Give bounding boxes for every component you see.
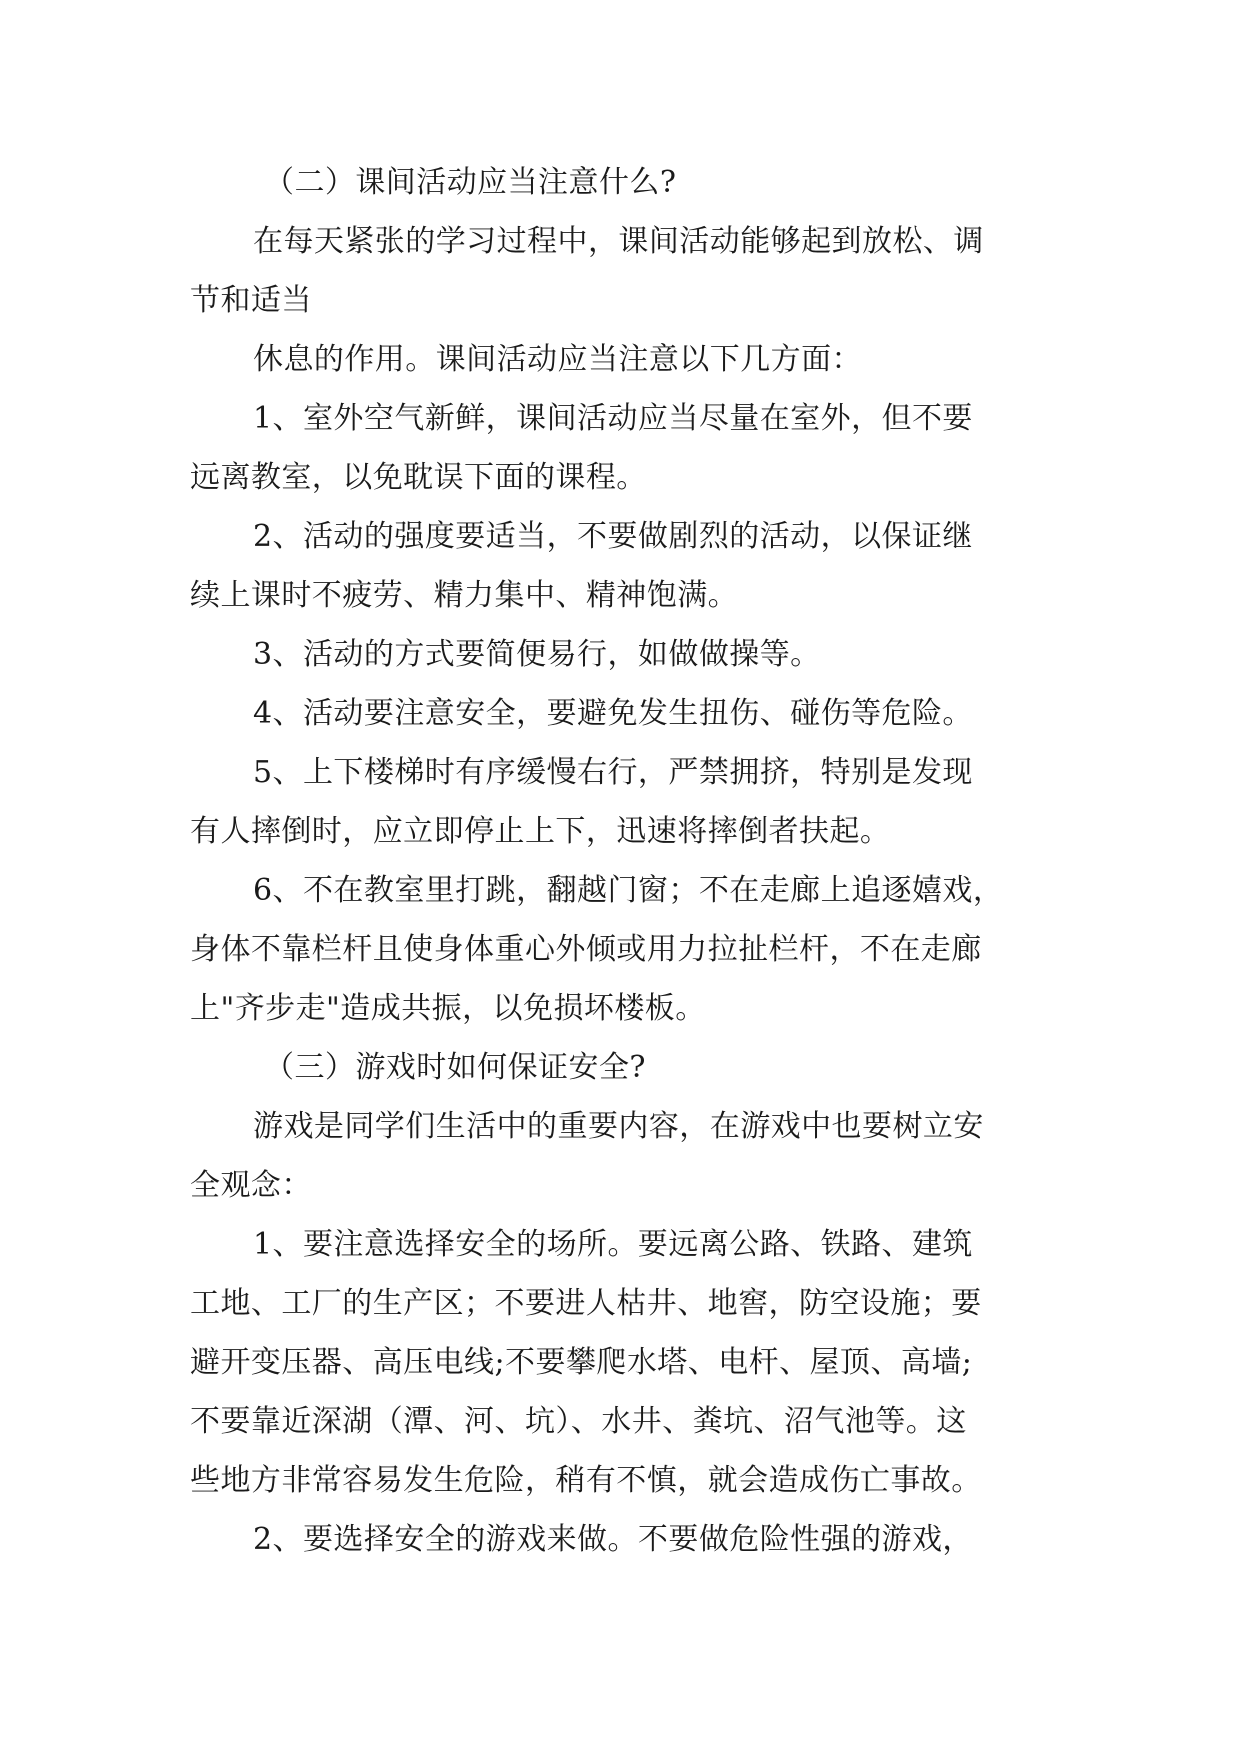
paragraph-line: 休息的作用。课间活动应当注意以下几方面： (253, 342, 862, 377)
list-item-line: 3、活动的方式要简便易行，如做做操等。 (253, 637, 821, 672)
list-item-line: 避开变压器、高压电线;不要攀爬水塔、电杆、屋顶、高墙; (190, 1345, 973, 1380)
list-item-line: 远离教室，以免耽误下面的课程。 (190, 460, 647, 495)
paragraph-line: 在每天紧张的学习过程中，课间活动能够起到放松、调 (253, 224, 984, 259)
paragraph-line: 游戏是同学们生活中的重要内容，在游戏中也要树立安 (253, 1109, 984, 1144)
list-item-line: 不要靠近深湖（潭、河、坑）、水井、粪坑、沼气池等。这 (190, 1404, 967, 1439)
list-item-line: 有人摔倒时，应立即停止上下，迅速将摔倒者扶起。 (190, 814, 891, 849)
list-item-line: 5、上下楼梯时有序缓慢右行，严禁拥挤，特别是发现 (253, 755, 973, 790)
list-item-line: 工地、工厂的生产区；不要进人枯井、地窖，防空设施；要 (190, 1286, 982, 1321)
list-item-line: 2、活动的强度要适当，不要做剧烈的活动，以保证继 (253, 519, 973, 554)
list-item-line: 上"齐步走"造成共振，以免损坏楼板。 (190, 991, 706, 1026)
list-item-line: 身体不靠栏杆且使身体重心外倾或用力拉扯栏杆，不在走廊 (190, 932, 982, 967)
section-heading-2: （二）课间活动应当注意什么? (264, 165, 677, 200)
list-item-line: 些地方非常容易发生危险，稍有不慎，就会造成伤亡事故。 (190, 1463, 982, 1498)
list-item-line: 4、活动要注意安全，要避免发生扭伤、碰伤等危险。 (253, 696, 973, 731)
section-heading-3: （三）游戏时如何保证安全? (264, 1050, 646, 1085)
paragraph-line: 全观念： (190, 1168, 312, 1203)
list-item-line: 1、室外空气新鲜，课间活动应当尽量在室外，但不要 (253, 401, 973, 436)
list-item-line: 2、要选择安全的游戏来做。不要做危险性强的游戏， (253, 1522, 973, 1557)
list-item-line: 6、不在教室里打跳，翻越门窗；不在走廊上追逐嬉戏， (253, 873, 1004, 908)
list-item-line: 续上课时不疲劳、精力集中、精神饱满。 (190, 578, 739, 613)
list-item-line: 1、要注意选择安全的场所。要远离公路、铁路、建筑 (253, 1227, 973, 1262)
paragraph-line: 节和适当 (190, 283, 312, 318)
